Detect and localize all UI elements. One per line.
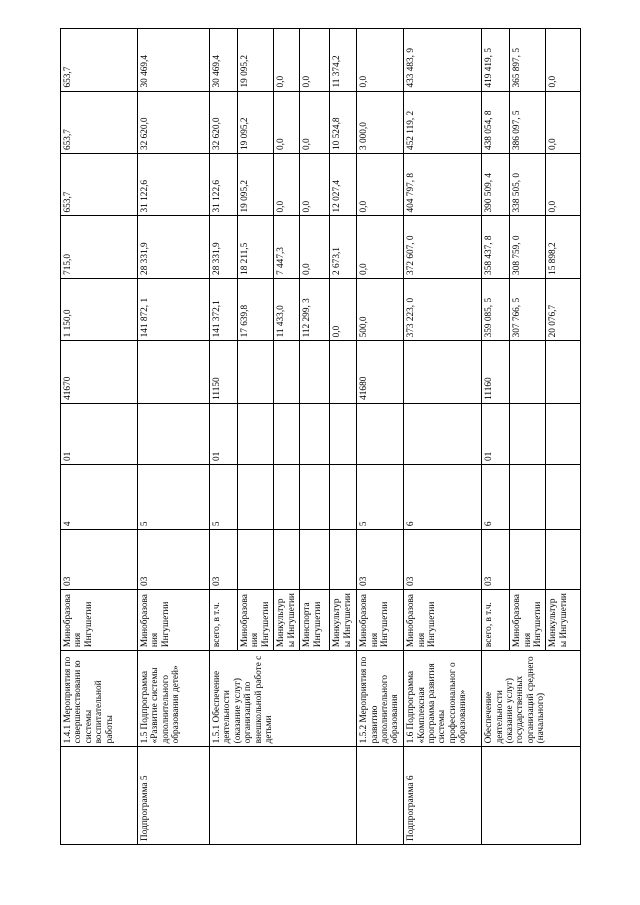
pp-cell	[330, 465, 357, 530]
om-cell	[330, 403, 357, 464]
value-cell-3: 653,7	[61, 154, 138, 216]
pp-cell: 4	[61, 465, 138, 530]
om-cell	[510, 403, 546, 464]
value-cell-4: 3 000,0	[357, 91, 404, 153]
value-cell-4: 386 097, 5	[510, 91, 546, 153]
value-cell-1: 11 433,0	[274, 278, 300, 340]
executor-cell: Минобразова ния Ингушетии	[238, 589, 274, 650]
value-cell-5: 0,0	[357, 29, 404, 92]
value-cell-1: 112 299, 3	[300, 278, 330, 340]
pp-cell: 6	[482, 465, 510, 530]
om-cell	[138, 403, 210, 464]
value-cell-4: 0,0	[300, 91, 330, 153]
om-cell	[546, 403, 581, 464]
value-cell-4: 32 620,0	[138, 91, 210, 153]
value-cell-4: 653,7	[61, 91, 138, 153]
ppz-cell: 03	[210, 530, 238, 590]
budget-table	[60, 28, 581, 845]
ppz-cell: 03	[404, 530, 482, 590]
subprogram-cell	[210, 747, 357, 845]
dir-cell	[238, 341, 274, 403]
value-cell-4: 452 119, 2	[404, 91, 482, 153]
subprogram-cell	[482, 747, 581, 845]
pp-cell: 5	[210, 465, 238, 530]
executor-cell: Минкультуры Ингушетии	[274, 589, 300, 650]
table-row	[210, 29, 238, 845]
value-cell-3: 12 027,4	[330, 154, 357, 216]
value-cell-5: 30 469,4	[138, 29, 210, 92]
subprogram-cell	[61, 747, 138, 845]
name-cell: 1.5.2 Мероприятия по развитию дополнительного образования	[357, 651, 404, 747]
pp-cell	[300, 465, 330, 530]
ppz-cell	[546, 530, 581, 590]
dir-cell	[330, 341, 357, 403]
value-cell-3: 31 122,6	[138, 154, 210, 216]
name-cell: 1.5 Подпрограмма «Развитие системы дополнительного образования детей»	[138, 651, 210, 747]
value-cell-5: 419 419, 5	[482, 29, 510, 92]
value-cell-3: 0,0	[546, 154, 581, 216]
value-cell-1: 500,0	[357, 278, 404, 340]
value-cell-2: 0,0	[300, 216, 330, 278]
pp-cell: 5	[138, 465, 210, 530]
value-cell-2: 28 331,9	[138, 216, 210, 278]
om-cell	[274, 403, 300, 464]
executor-cell: Минобразова ния Ингушетии	[138, 589, 210, 650]
dir-cell	[300, 341, 330, 403]
value-cell-3: 31 122,6	[210, 154, 238, 216]
value-cell-2: 2 673,1	[330, 216, 357, 278]
om-cell	[404, 403, 482, 464]
value-cell-5: 30 469,4	[210, 29, 238, 92]
value-cell-5: 0,0	[300, 29, 330, 92]
value-cell-2: 358 437, 8	[482, 216, 510, 278]
value-cell-4: 32 620,0	[210, 91, 238, 153]
ppz-cell	[274, 530, 300, 590]
executor-cell: Минкультуры Ингушетии	[546, 589, 581, 650]
name-cell: 1.6 Подпрограмма «Комплексная программа развития системы профессиональног о образования»	[404, 651, 482, 747]
executor-cell: Минкультуры Ингушетии	[330, 589, 357, 650]
rotated-table-wrapper	[60, 28, 580, 845]
value-cell-4: 0,0	[546, 91, 581, 153]
om-cell	[238, 403, 274, 464]
value-cell-1: 0,0	[330, 278, 357, 340]
table-row	[61, 29, 138, 845]
om-cell: 01	[210, 403, 238, 464]
value-cell-2: 715,0	[61, 216, 138, 278]
ppz-cell: 03	[61, 530, 138, 590]
value-cell-3: 0,0	[300, 154, 330, 216]
value-cell-5: 19 095,2	[238, 29, 274, 92]
value-cell-2: 372 607, 0	[404, 216, 482, 278]
value-cell-4: 0,0	[274, 91, 300, 153]
table-row	[357, 29, 404, 845]
value-cell-1: 141 872, 1	[138, 278, 210, 340]
ppz-cell: 03	[138, 530, 210, 590]
name-cell: 1.5.1 Обеспечение деятельности (оказание услуг) организаций по внешкольной работе с детьми	[210, 651, 357, 747]
dir-cell	[546, 341, 581, 403]
executor-cell: Минспорта Ингушетии	[300, 589, 330, 650]
value-cell-5: 0,0	[274, 29, 300, 92]
subprogram-cell: Подпрограмма 5	[138, 747, 210, 845]
value-cell-4: 19 095,2	[238, 91, 274, 153]
executor-cell: всего, в т.ч.	[482, 589, 510, 650]
dir-cell: 11150	[210, 341, 238, 403]
executor-cell: всего, в т.ч.	[210, 589, 238, 650]
value-cell-1: 1 150,0	[61, 278, 138, 340]
dir-cell	[274, 341, 300, 403]
pp-cell	[510, 465, 546, 530]
om-cell: 01	[61, 403, 138, 464]
value-cell-1: 17 639,8	[238, 278, 274, 340]
subprogram-cell	[357, 747, 404, 845]
value-cell-1: 359 085, 5	[482, 278, 510, 340]
dir-cell	[404, 341, 482, 403]
value-cell-2: 308 759, 0	[510, 216, 546, 278]
value-cell-5: 433 483, 9	[404, 29, 482, 92]
value-cell-4: 438 054, 8	[482, 91, 510, 153]
value-cell-3: 338 505, 0	[510, 154, 546, 216]
value-cell-2: 0,0	[357, 216, 404, 278]
dir-cell	[510, 341, 546, 403]
value-cell-2: 18 211,5	[238, 216, 274, 278]
value-cell-4: 10 524,8	[330, 91, 357, 153]
dir-cell: 41670	[61, 341, 138, 403]
ppz-cell	[330, 530, 357, 590]
ppz-cell	[300, 530, 330, 590]
dir-cell	[138, 341, 210, 403]
pp-cell: 5	[357, 465, 404, 530]
executor-cell: Минобразова ния Ингушетии	[510, 589, 546, 650]
om-cell: 01	[482, 403, 510, 464]
dir-cell: 41680	[357, 341, 404, 403]
subprogram-cell: Подпрограмма 6	[404, 747, 482, 845]
value-cell-3: 390 509, 4	[482, 154, 510, 216]
name-cell: Обеспечение деятельности (оказание услуг) государственных организаций среднего (начального)	[482, 651, 581, 747]
ppz-cell	[510, 530, 546, 590]
value-cell-1: 373 223, 0	[404, 278, 482, 340]
value-cell-1: 307 766, 5	[510, 278, 546, 340]
ppz-cell: 03	[357, 530, 404, 590]
om-cell	[357, 403, 404, 464]
value-cell-3: 19 095,2	[238, 154, 274, 216]
executor-cell: Минобразова ния Ингушетии	[61, 589, 138, 650]
dir-cell: 11160	[482, 341, 510, 403]
ppz-cell: 03	[482, 530, 510, 590]
table-row	[404, 29, 482, 845]
executor-cell: Минобразова ния Ингушетии	[404, 589, 482, 650]
ppz-cell	[238, 530, 274, 590]
value-cell-5: 365 897, 5	[510, 29, 546, 92]
value-cell-2: 15 898,2	[546, 216, 581, 278]
om-cell	[300, 403, 330, 464]
value-cell-3: 0,0	[274, 154, 300, 216]
value-cell-5: 653,7	[61, 29, 138, 92]
value-cell-3: 404 797, 8	[404, 154, 482, 216]
pp-cell	[546, 465, 581, 530]
value-cell-1: 20 076,7	[546, 278, 581, 340]
value-cell-3: 0,0	[357, 154, 404, 216]
table-row	[482, 29, 510, 845]
value-cell-5: 11 374,2	[330, 29, 357, 92]
pp-cell	[238, 465, 274, 530]
pp-cell: 6	[404, 465, 482, 530]
value-cell-2: 28 331,9	[210, 216, 238, 278]
value-cell-5: 0,0	[546, 29, 581, 92]
table-row	[138, 29, 210, 845]
name-cell: 1.4.1 Мероприятия по совершенствовани ю системы воспитательной работы	[61, 651, 138, 747]
value-cell-1: 141 372,1	[210, 278, 238, 340]
executor-cell: Минобразова ния Ингушетии	[357, 589, 404, 650]
value-cell-2: 7 447,3	[274, 216, 300, 278]
pp-cell	[274, 465, 300, 530]
